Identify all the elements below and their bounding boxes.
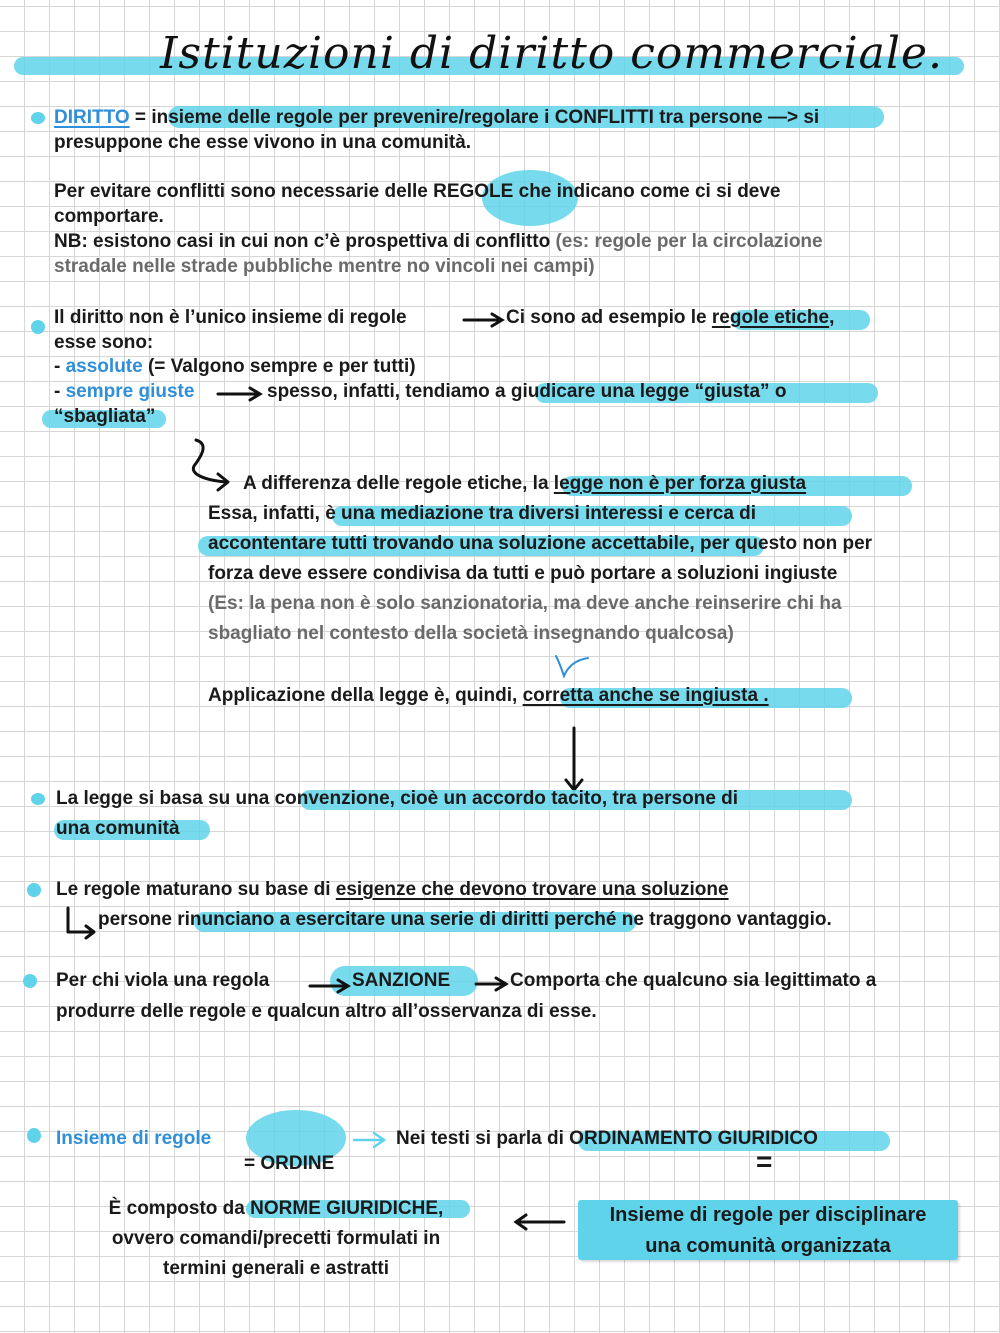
nb-example: (es: regole per la circolazione	[555, 231, 823, 252]
diritto-line2: presuppone che esse vivono in una comunità.	[54, 132, 472, 153]
nb-example-line2: stradale nelle strade pubbliche mentre no vincoli nei campi)	[54, 256, 595, 277]
bullet-dot	[31, 320, 45, 334]
check-arrow-icon	[552, 652, 592, 680]
legge-non-giusta: legge non è per forza giusta	[553, 473, 807, 494]
esigenze-text: esigenze che devono trovare una soluzione	[335, 879, 729, 900]
pena-example: (Es: la pena non è solo sanzionatoria, ma deve anche reinserire chi ha	[208, 593, 842, 614]
bullet-dot	[31, 112, 45, 124]
norme-line2: ovvero comandi/precetti formulati in	[111, 1228, 441, 1249]
giuste-def: spesso, infatti, tendiamo a giudicare una legge “giusta” o	[267, 381, 787, 402]
esigenze-line: Le regole maturano su base di esigenze che devono trovare una soluzione	[56, 879, 729, 900]
arrow-right-icon	[462, 310, 506, 330]
arrow-right-icon	[308, 976, 352, 996]
equals-sign: =	[756, 1146, 773, 1177]
norme-line3: termini generali e astratti	[163, 1258, 389, 1279]
giuste-item: - sempre giuste	[54, 381, 195, 402]
sanzione-line2: produrre delle regole e qualcun altro all’osservanza di esse.	[56, 1001, 597, 1022]
regole-etiche: regole etiche	[711, 307, 830, 328]
etiche-line1: Il diritto non è l’unico insieme di regole	[54, 307, 407, 328]
pena-example-line2: sbagliato nel contesto della società insegnando qualcosa)	[208, 623, 734, 644]
rinunciano-line: persone rinunciano a esercitare una serie di diritti perché ne traggono vantaggio.	[98, 909, 832, 930]
etiche-line1b: Ci sono ad esempio le regole etiche,	[506, 307, 835, 328]
regole-line2: comportare.	[54, 206, 164, 227]
sanzione-line-a: Per chi viola una regola	[56, 970, 270, 991]
curved-arrow-icon	[188, 436, 238, 492]
corretta-ingiusta: corretta anche se ingiusta .	[522, 685, 769, 706]
box-line1: Insieme di regole per disciplinare	[609, 1204, 927, 1226]
mediazione-line: Essa, infatti, è una mediazione tra diversi interessi e cerca di	[208, 503, 757, 524]
arrow-right-icon	[216, 384, 264, 404]
insieme-regole: Insieme di regole	[56, 1128, 212, 1149]
ordine-word: = ORDINE	[244, 1153, 335, 1174]
arrow-left-icon	[514, 1212, 566, 1232]
etiche-line2: esse sono:	[54, 332, 154, 353]
ordinamento-line: Nei testi si parla di ORDINAMENTO GIURIDICO	[396, 1128, 818, 1149]
ordinamento-giuridico: ORDINAMENTO GIURIDICO	[569, 1128, 818, 1149]
arrow-down-icon	[560, 726, 588, 794]
differenza-line: A differenza delle regole etiche, la legge non è per forza giusta	[243, 473, 807, 494]
bullet-dot	[27, 1128, 41, 1143]
arrow-right-icon	[474, 974, 510, 994]
page-title: Istituzioni di diritto commerciale.	[160, 28, 943, 79]
regole-word: REGOLE	[433, 181, 514, 202]
accontentare-line: accontentare tutti trovando una soluzione accettabile, per questo non per	[208, 533, 873, 554]
turn-arrow-icon	[62, 906, 100, 940]
condivisa-line: forza deve essere condivisa da tutti e può portare a soluzioni ingiuste	[208, 563, 838, 584]
sanzione-word: SANZIONE	[352, 970, 451, 991]
comunita-line: una comunità	[56, 818, 180, 839]
bullet-dot	[23, 974, 37, 988]
diritto-def-text: insieme delle regole per prevenire/regolare i CONFLITTI tra persone	[151, 107, 763, 128]
bullet-dot	[27, 883, 41, 897]
assolute-term: assolute	[65, 356, 143, 377]
norme-giuridiche-block	[66, 1194, 486, 1284]
giuste-term: sempre giuste	[65, 381, 195, 402]
convenzione-line: La legge si basa su una convenzione, cioè un accordo tacito, tra persone di	[56, 788, 739, 809]
sbagliata-line: “sbagliata”	[54, 406, 156, 427]
norme-line1: È composto da NORME GIURIDICHE,	[108, 1198, 444, 1219]
assolute-item: - assolute (= Valgono sempre e per tutti)	[54, 356, 416, 377]
regole-paragraph: Per evitare conflitti sono necessarie delle REGOLE che indicano come ci si deve	[54, 181, 781, 202]
nb-line: NB: esistono casi in cui non c’è prospettiva di conflitto (es: regole per la circolazione	[54, 231, 823, 252]
diritto-definition: DIRITTO = insieme delle regole per prevenire/regolare i CONFLITTI tra persone —> si	[54, 107, 820, 128]
sanzione-line-b: Comporta che qualcuno sia legittimato a	[510, 970, 877, 991]
arrow-right-icon	[352, 1130, 388, 1150]
diritto-term: DIRITTO	[54, 107, 130, 128]
definition-box	[578, 1200, 958, 1260]
box-line2: una comunità organizzata	[645, 1235, 891, 1257]
applicazione-line: Applicazione della legge è, quindi, corretta anche se ingiusta .	[208, 685, 769, 706]
bullet-dot	[31, 793, 45, 805]
